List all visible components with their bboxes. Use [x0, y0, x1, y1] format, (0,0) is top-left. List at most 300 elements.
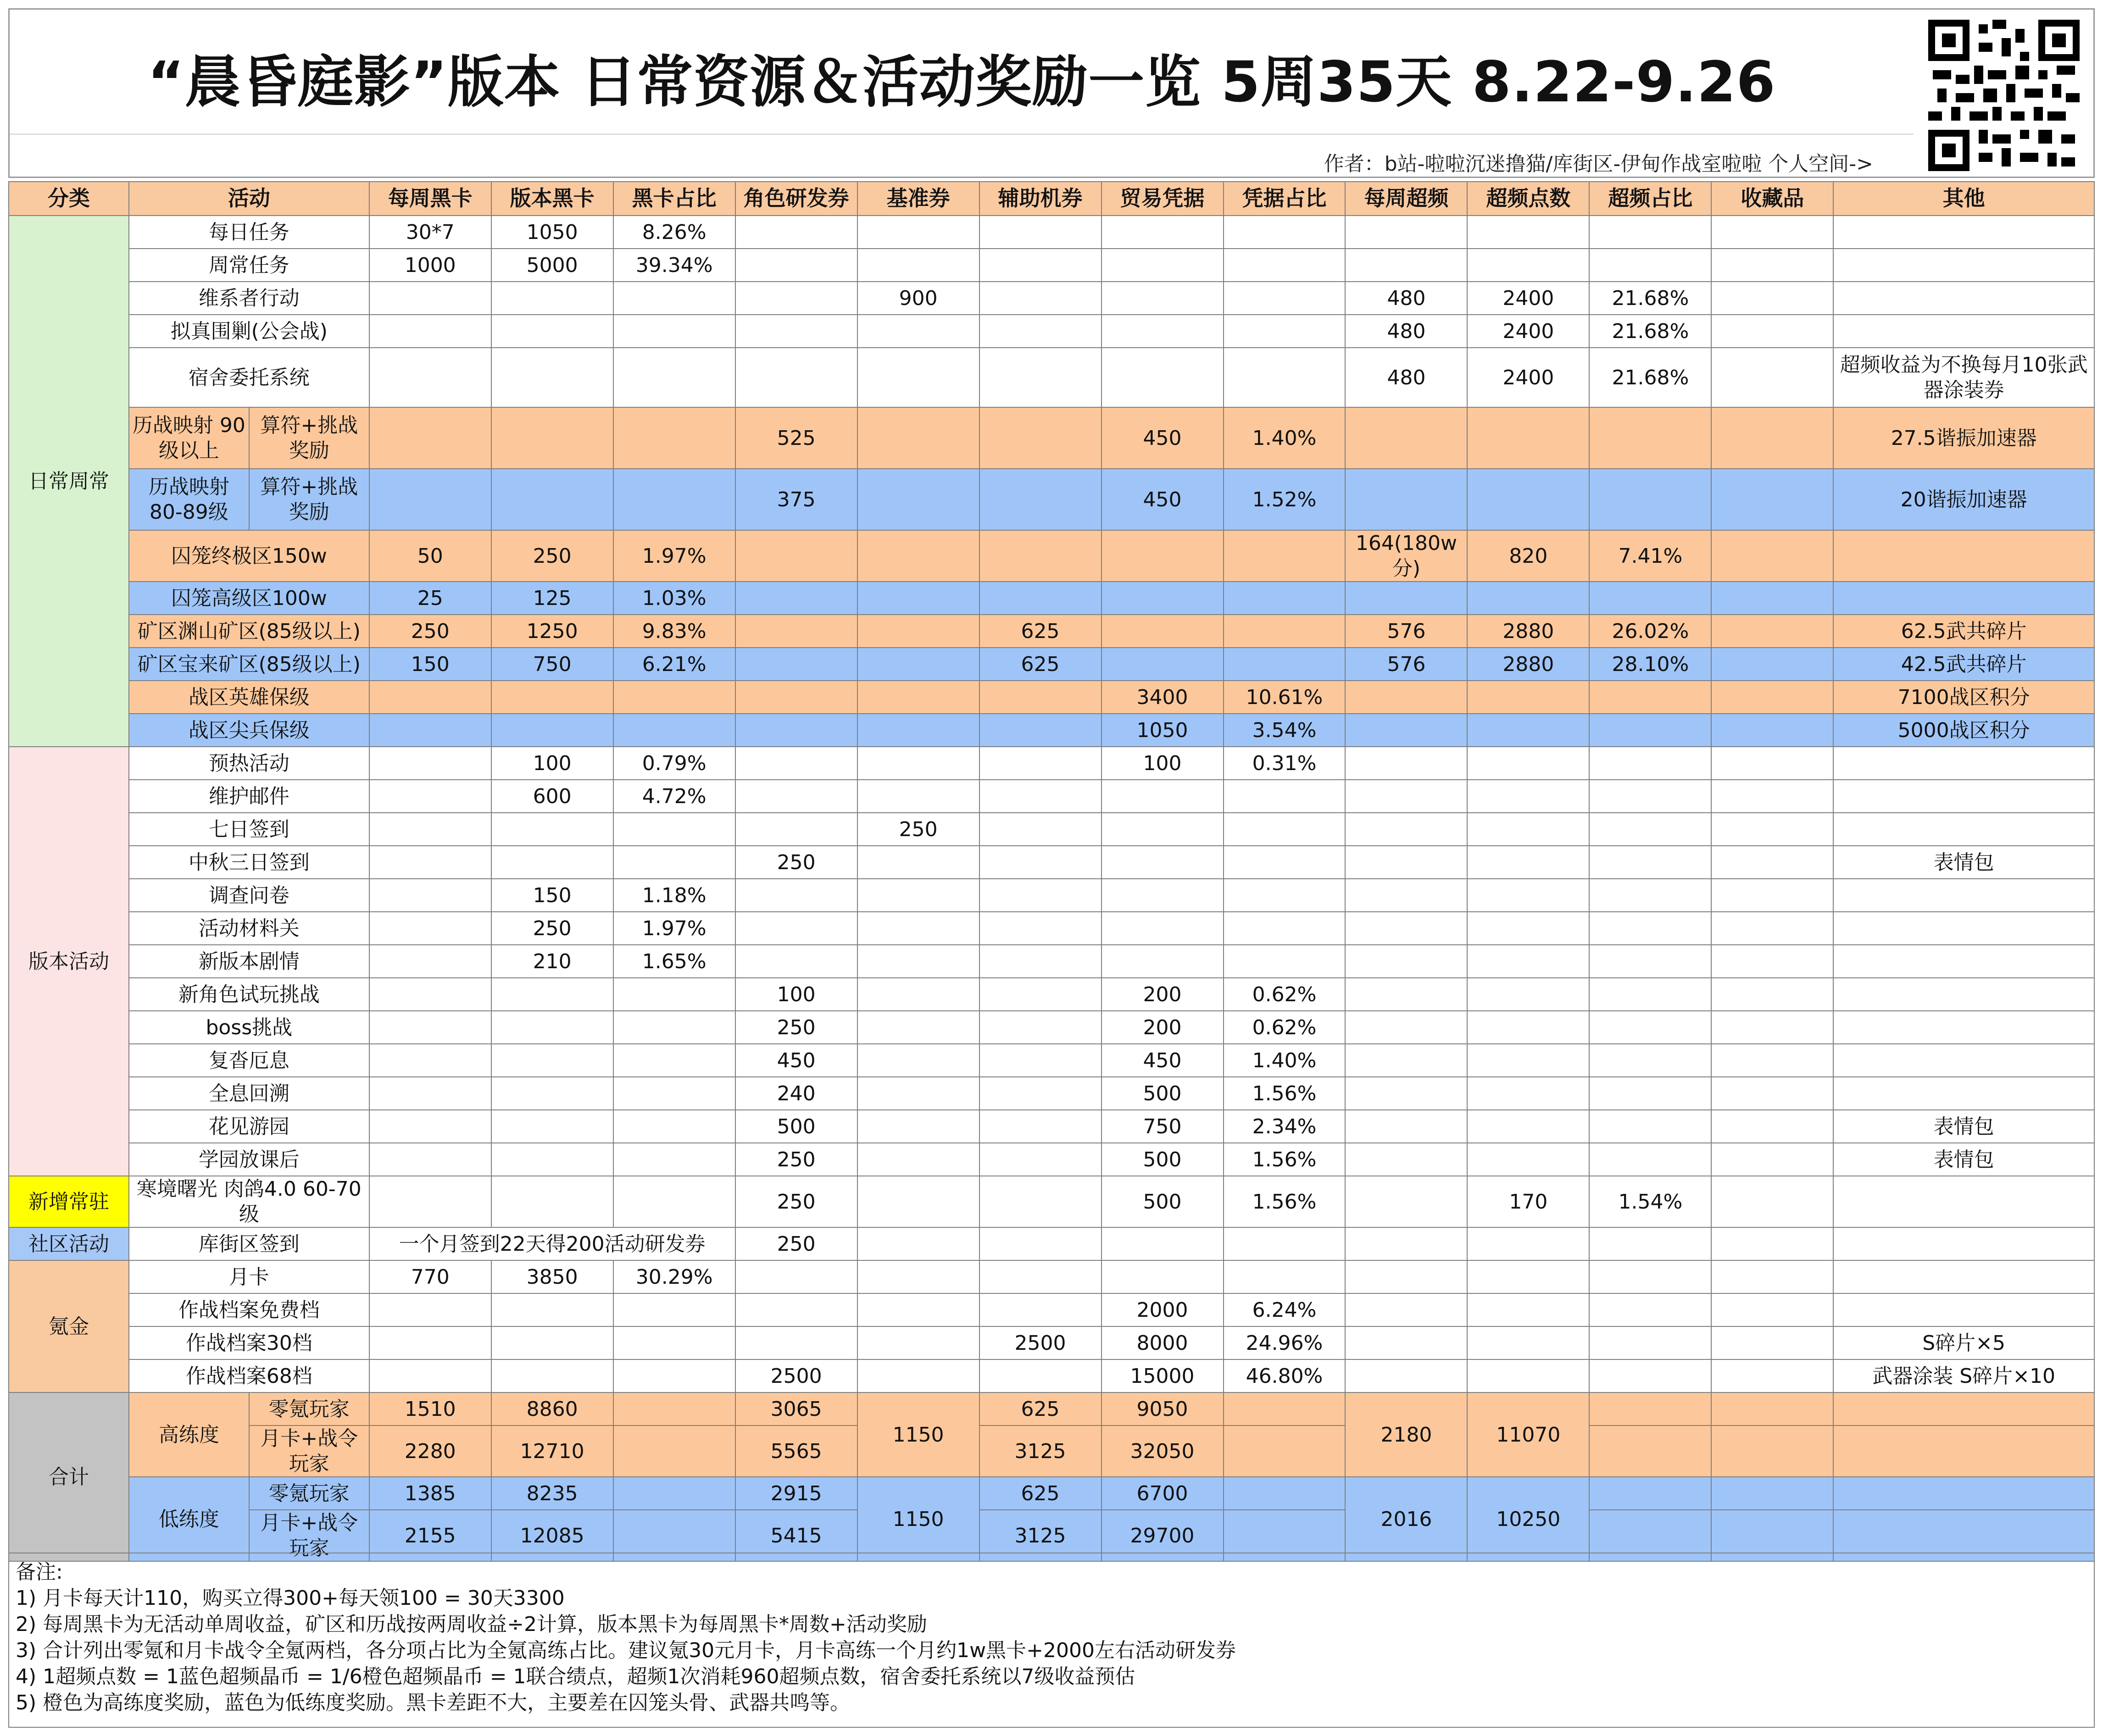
table-cell: 6.21% [613, 648, 735, 681]
table-cell [1833, 315, 2094, 348]
activity-cell: 矿区渊山矿区(85级以上) [129, 615, 369, 648]
note-line: 3) 合计列出零氪和月卡战令全氪两档，各分项占比为全氪高练占比。建议氪30元月卡，月卡高练一个月约1w黑卡+2000左右活动研发券 [16, 1639, 1236, 1662]
table-cell: 500 [1102, 1176, 1224, 1227]
table-row [9, 747, 2094, 780]
table-cell [613, 1326, 735, 1359]
level-label: 低练度 [129, 1477, 249, 1561]
table-cell [369, 1110, 491, 1143]
activity-cell: 作战档案免费档 [129, 1293, 369, 1326]
table-cell: 15000 [1102, 1359, 1224, 1392]
table-cell [1833, 1260, 2094, 1293]
table-row [9, 530, 2094, 582]
table-cell [1711, 216, 1833, 249]
table-cell [1711, 1227, 1833, 1260]
table-cell: 1.40% [1224, 407, 1346, 469]
table-cell [1589, 1077, 1711, 1110]
activity-cell: 寒境曙光 肉鸽4.0 60-70级 [129, 1176, 369, 1227]
table-cell [1467, 1293, 1589, 1326]
table-row [9, 978, 2094, 1011]
note-cell: 一个月签到22天得200活动研发券 [369, 1227, 735, 1260]
table-cell [1711, 1425, 1833, 1477]
table-cell [979, 1011, 1102, 1044]
activity-cell: 全息回溯 [129, 1077, 369, 1110]
table-cell: 12085 [491, 1510, 613, 1561]
table-cell [1224, 879, 1346, 912]
table-cell [369, 469, 491, 530]
table-cell [613, 1359, 735, 1392]
table-cell [1589, 1359, 1711, 1392]
table-cell: 250 [369, 615, 491, 648]
table-cell [1589, 1110, 1711, 1143]
table-cell [1345, 1260, 1467, 1293]
header-cell: 其他 [1833, 182, 2094, 216]
table-row [9, 1110, 2094, 1143]
table-cell: 480 [1345, 315, 1467, 348]
table-cell [1102, 530, 1224, 582]
table-cell [735, 945, 857, 978]
table-cell [1345, 1011, 1467, 1044]
table-cell [491, 1176, 613, 1227]
table-cell: 0.31% [1224, 747, 1346, 780]
table-cell [1711, 1077, 1833, 1110]
table-cell [979, 1143, 1102, 1176]
activity-cell: 月卡 [129, 1260, 369, 1293]
table-row [9, 1293, 2094, 1326]
table-cell [1224, 315, 1346, 348]
table-cell [979, 282, 1102, 315]
player-type: 月卡+战令玩家 [249, 1425, 369, 1477]
table-cell: 12710 [491, 1425, 613, 1477]
table-cell [1345, 1044, 1467, 1077]
table-cell: 8235 [491, 1477, 613, 1510]
table-row [9, 846, 2094, 879]
table-cell: 450 [1102, 407, 1224, 469]
table-cell: 1.03% [613, 582, 735, 615]
table-cell [613, 1110, 735, 1143]
table-cell: 250 [491, 912, 613, 945]
activity-cell: 宿舍委托系统 [129, 348, 369, 407]
table-cell [1102, 648, 1224, 681]
table-cell [979, 1227, 1102, 1260]
activity-cell: 维护邮件 [129, 780, 369, 813]
table-cell [1467, 1044, 1589, 1077]
table-cell [1711, 315, 1833, 348]
table-cell [613, 1011, 735, 1044]
table-cell: 46.80% [1224, 1359, 1346, 1392]
table-cell [1833, 1176, 2094, 1227]
table-cell [1102, 780, 1224, 813]
table-cell: 576 [1345, 615, 1467, 648]
table-cell [735, 1260, 857, 1293]
table-cell [979, 714, 1102, 747]
table-cell [857, 1044, 979, 1077]
table-cell [1345, 1143, 1467, 1176]
table-cell [1345, 249, 1467, 282]
table-cell [1589, 879, 1711, 912]
table-cell [979, 1359, 1102, 1392]
table-cell: 450 [735, 1044, 857, 1077]
table-cell [1102, 282, 1224, 315]
table-cell [613, 978, 735, 1011]
table-cell: 50 [369, 530, 491, 582]
table-cell: 超频收益为不换每月10张武器涂装券 [1833, 348, 2094, 407]
table-cell: 525 [735, 407, 857, 469]
table-cell [1833, 912, 2094, 945]
table-cell [1224, 249, 1346, 282]
table-cell: 1.56% [1224, 1077, 1346, 1110]
table-cell: 2000 [1102, 1293, 1224, 1326]
activity-cell: 活动材料关 [129, 912, 369, 945]
table-cell [1467, 846, 1589, 879]
table-cell: 24.96% [1224, 1326, 1346, 1359]
table-cell: 1385 [369, 1477, 491, 1510]
table-cell: 0.62% [1224, 1011, 1346, 1044]
table-cell [1711, 1110, 1833, 1143]
table-cell [1467, 216, 1589, 249]
header-cell: 分类 [9, 182, 129, 216]
table-cell [1711, 846, 1833, 879]
table-cell [1833, 249, 2094, 282]
table-cell [979, 216, 1102, 249]
table-cell: 39.34% [613, 249, 735, 282]
header-cell: 超频点数 [1467, 182, 1589, 216]
table-cell [369, 681, 491, 714]
category-new: 新增常驻 [9, 1176, 129, 1227]
table-cell [1224, 615, 1346, 648]
table-cell [1345, 813, 1467, 846]
table-cell [613, 1477, 735, 1510]
table-cell: 1050 [1102, 714, 1224, 747]
table-cell [491, 846, 613, 879]
table-cell [1345, 1359, 1467, 1392]
table-cell [491, 1077, 613, 1110]
table-cell: 表情包 [1833, 1110, 2094, 1143]
table-cell: 26.02% [1589, 615, 1711, 648]
table-cell [1711, 407, 1833, 469]
table-cell: 200 [1102, 978, 1224, 1011]
table-cell [1589, 1143, 1711, 1176]
table-cell [613, 282, 735, 315]
table-cell [857, 582, 979, 615]
table-cell [1833, 1077, 2094, 1110]
table-cell [979, 1110, 1102, 1143]
table-cell [1711, 945, 1833, 978]
table-cell [857, 1260, 979, 1293]
table-cell [1589, 1293, 1711, 1326]
table-cell [979, 1293, 1102, 1326]
header-cell: 活动 [129, 182, 369, 216]
table-cell [369, 846, 491, 879]
table-cell: 576 [1345, 648, 1467, 681]
table-cell [1345, 846, 1467, 879]
table-cell: 1000 [369, 249, 491, 282]
table-cell [1589, 216, 1711, 249]
table-cell: 125 [491, 582, 613, 615]
activity-cell: 囚笼终极区150w [129, 530, 369, 582]
table-cell [369, 282, 491, 315]
table-cell [1711, 714, 1833, 747]
table-cell: 150 [491, 879, 613, 912]
table-cell [369, 978, 491, 1011]
table-cell: 100 [735, 978, 857, 1011]
table-cell [1833, 1425, 2094, 1477]
table-cell [857, 1110, 979, 1143]
activity-cell: 拟真围剿(公会战) [129, 315, 369, 348]
table-cell [1711, 1293, 1833, 1326]
table-cell [735, 249, 857, 282]
table-cell [979, 469, 1102, 530]
table-cell: 0.62% [1224, 978, 1346, 1011]
table-cell [979, 530, 1102, 582]
table-cell [735, 681, 857, 714]
table-cell [491, 681, 613, 714]
table-cell [1711, 780, 1833, 813]
table-cell: 11070 [1467, 1392, 1589, 1477]
table-cell: 3065 [735, 1392, 857, 1425]
table-cell [857, 1011, 979, 1044]
table-cell: 2155 [369, 1510, 491, 1561]
table-cell [1711, 1392, 1833, 1425]
table-cell [613, 407, 735, 469]
table-cell [735, 282, 857, 315]
table-cell: 32050 [1102, 1425, 1224, 1477]
table-cell [1589, 912, 1711, 945]
table-cell [1833, 1011, 2094, 1044]
table-cell [1467, 978, 1589, 1011]
table-cell [1467, 469, 1589, 530]
table-cell [1224, 282, 1346, 315]
table-cell [857, 1359, 979, 1392]
table-cell [1589, 747, 1711, 780]
table-cell: 1250 [491, 615, 613, 648]
table-cell [1467, 582, 1589, 615]
table-cell: 21.68% [1589, 315, 1711, 348]
table-cell: 480 [1345, 282, 1467, 315]
table-cell [1345, 1326, 1467, 1359]
table-cell [1711, 681, 1833, 714]
table-cell [369, 747, 491, 780]
table-cell [1711, 1176, 1833, 1227]
table-cell: 1050 [491, 216, 613, 249]
table-cell [1102, 615, 1224, 648]
table-cell: 1510 [369, 1392, 491, 1425]
table-cell [1467, 681, 1589, 714]
table-cell [1345, 681, 1467, 714]
table-cell [613, 1044, 735, 1077]
note-line: 2) 每周黑卡为无活动单周收益，矿区和历战按两周收益÷2计算，版本黑卡为每周黑卡*周数+活动奖励 [16, 1613, 927, 1636]
table-cell [613, 1293, 735, 1326]
table-cell [1711, 1044, 1833, 1077]
table-cell [1833, 1477, 2094, 1510]
table-cell [735, 1326, 857, 1359]
table-cell [613, 714, 735, 747]
table-cell [613, 681, 735, 714]
table-cell [1589, 813, 1711, 846]
table-cell [1224, 648, 1346, 681]
table-cell [1224, 912, 1346, 945]
table-row [9, 879, 2094, 912]
table-cell: 1.97% [613, 912, 735, 945]
table-cell [857, 615, 979, 648]
table-cell [979, 978, 1102, 1011]
table-row [9, 1143, 2094, 1176]
table-cell [369, 1326, 491, 1359]
table-cell: 8.26% [613, 216, 735, 249]
table-cell [735, 1293, 857, 1326]
table-cell [735, 879, 857, 912]
resource-table [8, 181, 2095, 1562]
table-cell [857, 348, 979, 407]
table-cell: 500 [1102, 1077, 1224, 1110]
table-cell [1102, 582, 1224, 615]
table-cell: 30*7 [369, 216, 491, 249]
table-cell [1345, 747, 1467, 780]
table-cell [979, 249, 1102, 282]
table-cell [1711, 1143, 1833, 1176]
table-cell [1833, 1044, 2094, 1077]
table-row [9, 1326, 2094, 1359]
table-cell [735, 348, 857, 407]
table-cell: 10250 [1467, 1477, 1589, 1561]
table-cell [857, 249, 979, 282]
table-cell: S碎片×5 [1833, 1326, 2094, 1359]
table-cell [1711, 1359, 1833, 1392]
table-cell: 21.68% [1589, 282, 1711, 315]
table-cell [369, 1011, 491, 1044]
activity-cell: 预热活动 [129, 747, 369, 780]
table-cell [979, 1077, 1102, 1110]
table-cell [1711, 582, 1833, 615]
table-cell [613, 348, 735, 407]
table-cell [735, 813, 857, 846]
header-cell: 角色研发券 [735, 182, 857, 216]
table-cell [1345, 469, 1467, 530]
table-cell: 250 [735, 1176, 857, 1227]
table-cell [857, 780, 979, 813]
table-cell [979, 1044, 1102, 1077]
table-cell [369, 1044, 491, 1077]
activity-cell: 中秋三日签到 [129, 846, 369, 879]
table-cell [1467, 1143, 1589, 1176]
table-row [9, 315, 2094, 348]
qr-code-icon[interactable] [1928, 20, 2080, 171]
table-cell [979, 945, 1102, 978]
table-cell [1833, 1227, 2094, 1260]
table-cell [1467, 249, 1589, 282]
category-paid: 氪金 [9, 1260, 129, 1392]
table-cell [1345, 945, 1467, 978]
table-cell: 1.52% [1224, 469, 1346, 530]
table-cell [1102, 813, 1224, 846]
table-cell [613, 315, 735, 348]
table-cell [1589, 681, 1711, 714]
player-type: 月卡+战令玩家 [249, 1510, 369, 1561]
table-cell: 250 [735, 846, 857, 879]
table-cell [1345, 216, 1467, 249]
table-cell [1102, 912, 1224, 945]
table-cell [1345, 1176, 1467, 1227]
table-cell: 750 [491, 648, 613, 681]
table-cell [857, 681, 979, 714]
table-cell [1467, 879, 1589, 912]
table-cell [369, 348, 491, 407]
table-row [9, 407, 2094, 469]
table-cell [1467, 1326, 1589, 1359]
table-cell [1345, 582, 1467, 615]
table-cell [369, 407, 491, 469]
table-cell [857, 1077, 979, 1110]
table-cell: 900 [857, 282, 979, 315]
header-cell: 基准券 [857, 182, 979, 216]
table-cell [1224, 582, 1346, 615]
table-cell: 5415 [735, 1510, 857, 1561]
table-row [9, 282, 2094, 315]
table-cell [1711, 813, 1833, 846]
table-cell [979, 681, 1102, 714]
note-line: 5) 橙色为高练度奖励，蓝色为低练度奖励。黑卡差距不大，主要差在囚笼头骨、武器共鸣等。 [16, 1691, 851, 1714]
table-row [9, 1392, 2094, 1425]
table-cell [1467, 780, 1589, 813]
table-cell [1589, 714, 1711, 747]
table-cell [491, 714, 613, 747]
table-cell [369, 1143, 491, 1176]
table-cell [491, 1011, 613, 1044]
table-cell: 29700 [1102, 1510, 1224, 1561]
table-row [9, 681, 2094, 714]
table-cell: 250 [491, 530, 613, 582]
table-cell [857, 912, 979, 945]
table-cell [1833, 1293, 2094, 1326]
table-cell [979, 582, 1102, 615]
table-cell [1467, 714, 1589, 747]
table-cell: 210 [491, 945, 613, 978]
table-cell [735, 530, 857, 582]
table-cell: 5000 [491, 249, 613, 282]
table-cell: 450 [1102, 1044, 1224, 1077]
table-cell: 250 [735, 1011, 857, 1044]
table-cell [979, 879, 1102, 912]
header-cell: 贸易凭据 [1102, 182, 1224, 216]
activity-cell: boss挑战 [129, 1011, 369, 1044]
table-row [9, 1011, 2094, 1044]
category-community: 社区活动 [9, 1227, 129, 1260]
table-cell [1102, 945, 1224, 978]
table-row [9, 1359, 2094, 1392]
table-cell [1711, 879, 1833, 912]
page-title: “晨昏庭影”版本 日常资源＆活动奖励一览 5周35天 8.22-9.26 [147, 50, 1776, 115]
table-cell [1467, 1359, 1589, 1392]
player-type: 零氪玩家 [249, 1392, 369, 1425]
activity-cell: 周常任务 [129, 249, 369, 282]
table-cell [1345, 407, 1467, 469]
table-cell: 3850 [491, 1260, 613, 1293]
table-cell [1102, 1227, 1224, 1260]
table-cell: 820 [1467, 530, 1589, 582]
table-cell [1589, 1392, 1711, 1425]
table-cell [1589, 1477, 1711, 1510]
header-cell: 每周黑卡 [369, 182, 491, 216]
table-cell [857, 714, 979, 747]
table-cell [491, 1143, 613, 1176]
table-cell [857, 1143, 979, 1176]
activity-cell: 花见游园 [129, 1110, 369, 1143]
table-cell: 8000 [1102, 1326, 1224, 1359]
category-total: 合计 [9, 1392, 129, 1561]
table-cell [1833, 978, 2094, 1011]
table-cell [979, 780, 1102, 813]
table-cell: 150 [369, 648, 491, 681]
table-cell [369, 780, 491, 813]
